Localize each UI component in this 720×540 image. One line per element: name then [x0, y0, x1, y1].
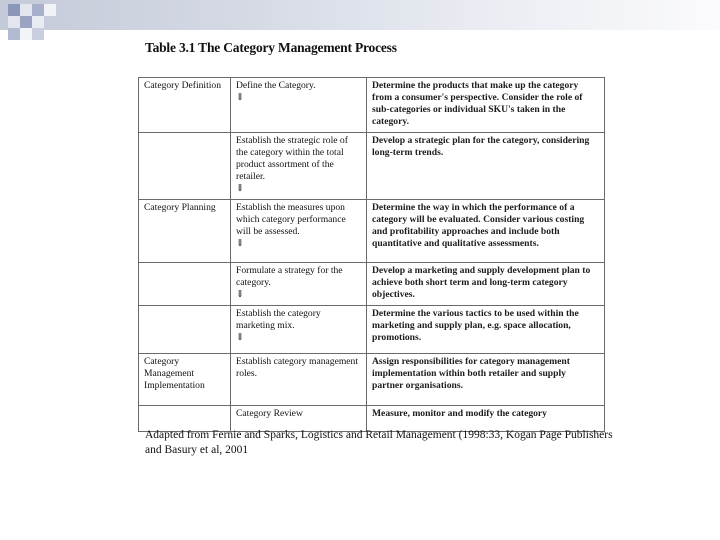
down-arrow-icon: ⇓	[236, 332, 245, 343]
step-cell: Establish category management roles.	[231, 354, 367, 406]
step-text: Establish the category marketing mix.	[236, 308, 321, 331]
down-arrow-icon: ⇓	[236, 238, 245, 249]
table-row	[139, 354, 605, 406]
phase-cell	[139, 133, 231, 200]
phase-cell	[139, 263, 231, 306]
down-arrow-icon: ⇓	[236, 183, 245, 194]
phase-cell	[139, 306, 231, 354]
table-row	[139, 133, 605, 200]
step-cell	[231, 133, 367, 200]
table-row	[139, 78, 605, 133]
step-cell	[231, 200, 367, 263]
description-cell: Determine the products that make up the category from a consumer's perspective. Consider the role of sub-categories or individual SKU's taken in the category.	[367, 78, 605, 133]
step-cell	[231, 263, 367, 306]
source-footnote: Adapted from Fernie and Sparks, Logistics and Retail Management (1998:33, Kogan Page Publishers and Basury et al, 2001	[145, 429, 613, 456]
table-row	[139, 263, 605, 306]
description-cell: Determine the way in which the performance of a category will be evaluated. Consider various costing and profitability approaches and include both quantitative and qualitative assessments.	[367, 200, 605, 263]
step-cell: Category Review	[231, 406, 367, 432]
description-cell: Assign responsibilities for category management implementation within both retailer and supply partner organisations.	[367, 354, 605, 406]
category-management-table	[138, 77, 605, 432]
slide-header-band	[0, 0, 720, 30]
down-arrow-icon: ⇓	[236, 289, 245, 300]
step-cell	[231, 306, 367, 354]
step-text: Establish the measures upon which category performance will be assessed.	[236, 202, 346, 237]
decorative-checker-pattern	[8, 4, 56, 44]
phase-cell: Category Management Implementation	[139, 354, 231, 406]
description-cell: Develop a strategic plan for the category, considering long-term trends.	[367, 133, 605, 200]
phase-cell: Category Planning	[139, 200, 231, 263]
table-row	[139, 306, 605, 354]
phase-cell: Category Definition	[139, 78, 231, 133]
table-row	[139, 200, 605, 263]
step-text: Establish the strategic role of the category within the total product assortment of the retailer.	[236, 135, 348, 182]
description-cell: Develop a marketing and supply development plan to achieve both short term and long-term category objectives.	[367, 263, 605, 306]
description-cell: Measure, monitor and modify the category	[367, 406, 605, 432]
step-cell	[231, 78, 367, 133]
description-cell: Determine the various tactics to be used within the marketing and supply plan, e.g. space allocation, promotions.	[367, 306, 605, 354]
step-text: Formulate a strategy for the category.	[236, 265, 343, 288]
step-text: Define the Category.	[236, 80, 316, 91]
down-arrow-icon: ⇓	[236, 92, 245, 103]
table-title: Table 3.1 The Category Management Process	[145, 40, 397, 55]
